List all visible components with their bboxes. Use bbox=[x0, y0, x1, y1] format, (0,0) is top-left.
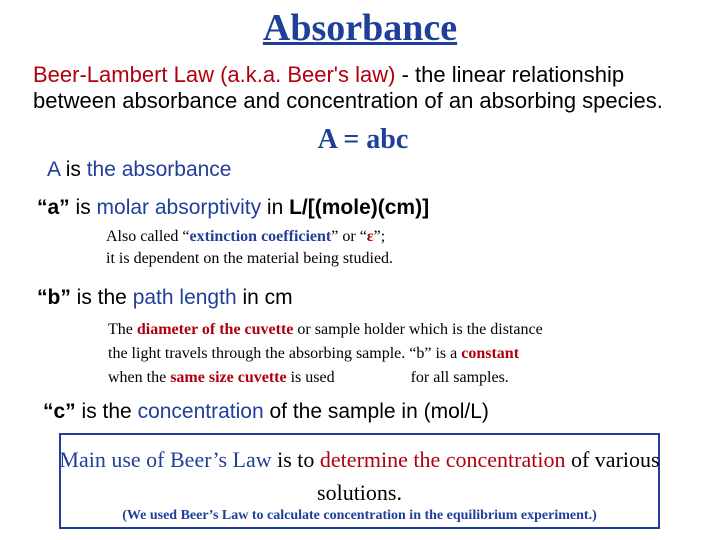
determine-concentration-term: determine the concentration bbox=[319, 447, 566, 472]
molar-absorptivity-definition bbox=[37, 196, 429, 220]
extinction-note-line2: it is dependent on the material being studied. bbox=[106, 250, 394, 267]
intro-paragraph bbox=[33, 62, 693, 114]
main-use-term: Main use of Beer’s Law bbox=[59, 447, 272, 472]
is-text: is bbox=[69, 196, 97, 219]
path-length-definition: “b” is the path length in cm bbox=[37, 286, 293, 309]
extinction-coefficient-term: extinction coefficient bbox=[189, 228, 332, 245]
molar-absorptivity-term: molar absorptivity bbox=[96, 196, 262, 219]
path-length-term: path length bbox=[132, 286, 237, 309]
same-size-cuvette-term: same size cuvette bbox=[170, 369, 287, 386]
var-a-upper: A bbox=[47, 158, 60, 181]
var-a: “a” bbox=[37, 196, 70, 219]
absorptivity-units: L/[(mole)(cm)] bbox=[289, 196, 430, 219]
absorbance-desc: the absorbance bbox=[86, 158, 232, 181]
cuvette-note-line3: when the same size cuvette is used for all samples. bbox=[108, 369, 509, 386]
main-use-text: Main use of Beer’s Law is to determine the concentration of various solutions. bbox=[59, 447, 660, 505]
concentration-definition: “c” is the concentration of the sample in (mol/L) bbox=[43, 400, 489, 423]
epsilon-symbol: ε bbox=[366, 228, 374, 245]
var-b: “b” bbox=[37, 286, 71, 309]
extinction-note-line1: Also called “extinction coefficient” or “ε”; bbox=[106, 228, 386, 245]
page-title: Absorbance bbox=[262, 7, 458, 49]
intro-rest: - the linear relationship between absorbance and concentration of an absorbing species. bbox=[33, 62, 663, 113]
cuvette-diameter-term: diameter of the cuvette bbox=[136, 321, 294, 338]
is-text: is bbox=[59, 158, 87, 181]
formula: A = abc bbox=[317, 124, 409, 155]
cuvette-note-line1: The diameter of the cuvette or sample holder which is the distance bbox=[108, 321, 543, 338]
beer-lambert-term: Beer-Lambert Law (a.k.a. Beer's law) bbox=[33, 62, 396, 87]
constant-term: constant bbox=[461, 345, 520, 362]
absorbance-definition bbox=[47, 158, 231, 182]
cuvette-note bbox=[108, 318, 543, 390]
var-c: “c” bbox=[43, 400, 76, 423]
in-text: in bbox=[261, 196, 290, 219]
extinction-note bbox=[106, 226, 393, 270]
concentration-term: concentration bbox=[137, 400, 264, 423]
equilibrium-note: (We used Beer’s Law to calculate concentration in the equilibrium experiment.) bbox=[122, 508, 597, 523]
cuvette-note-line2: the light travels through the absorbing sample. “b” is a constant bbox=[108, 345, 520, 362]
